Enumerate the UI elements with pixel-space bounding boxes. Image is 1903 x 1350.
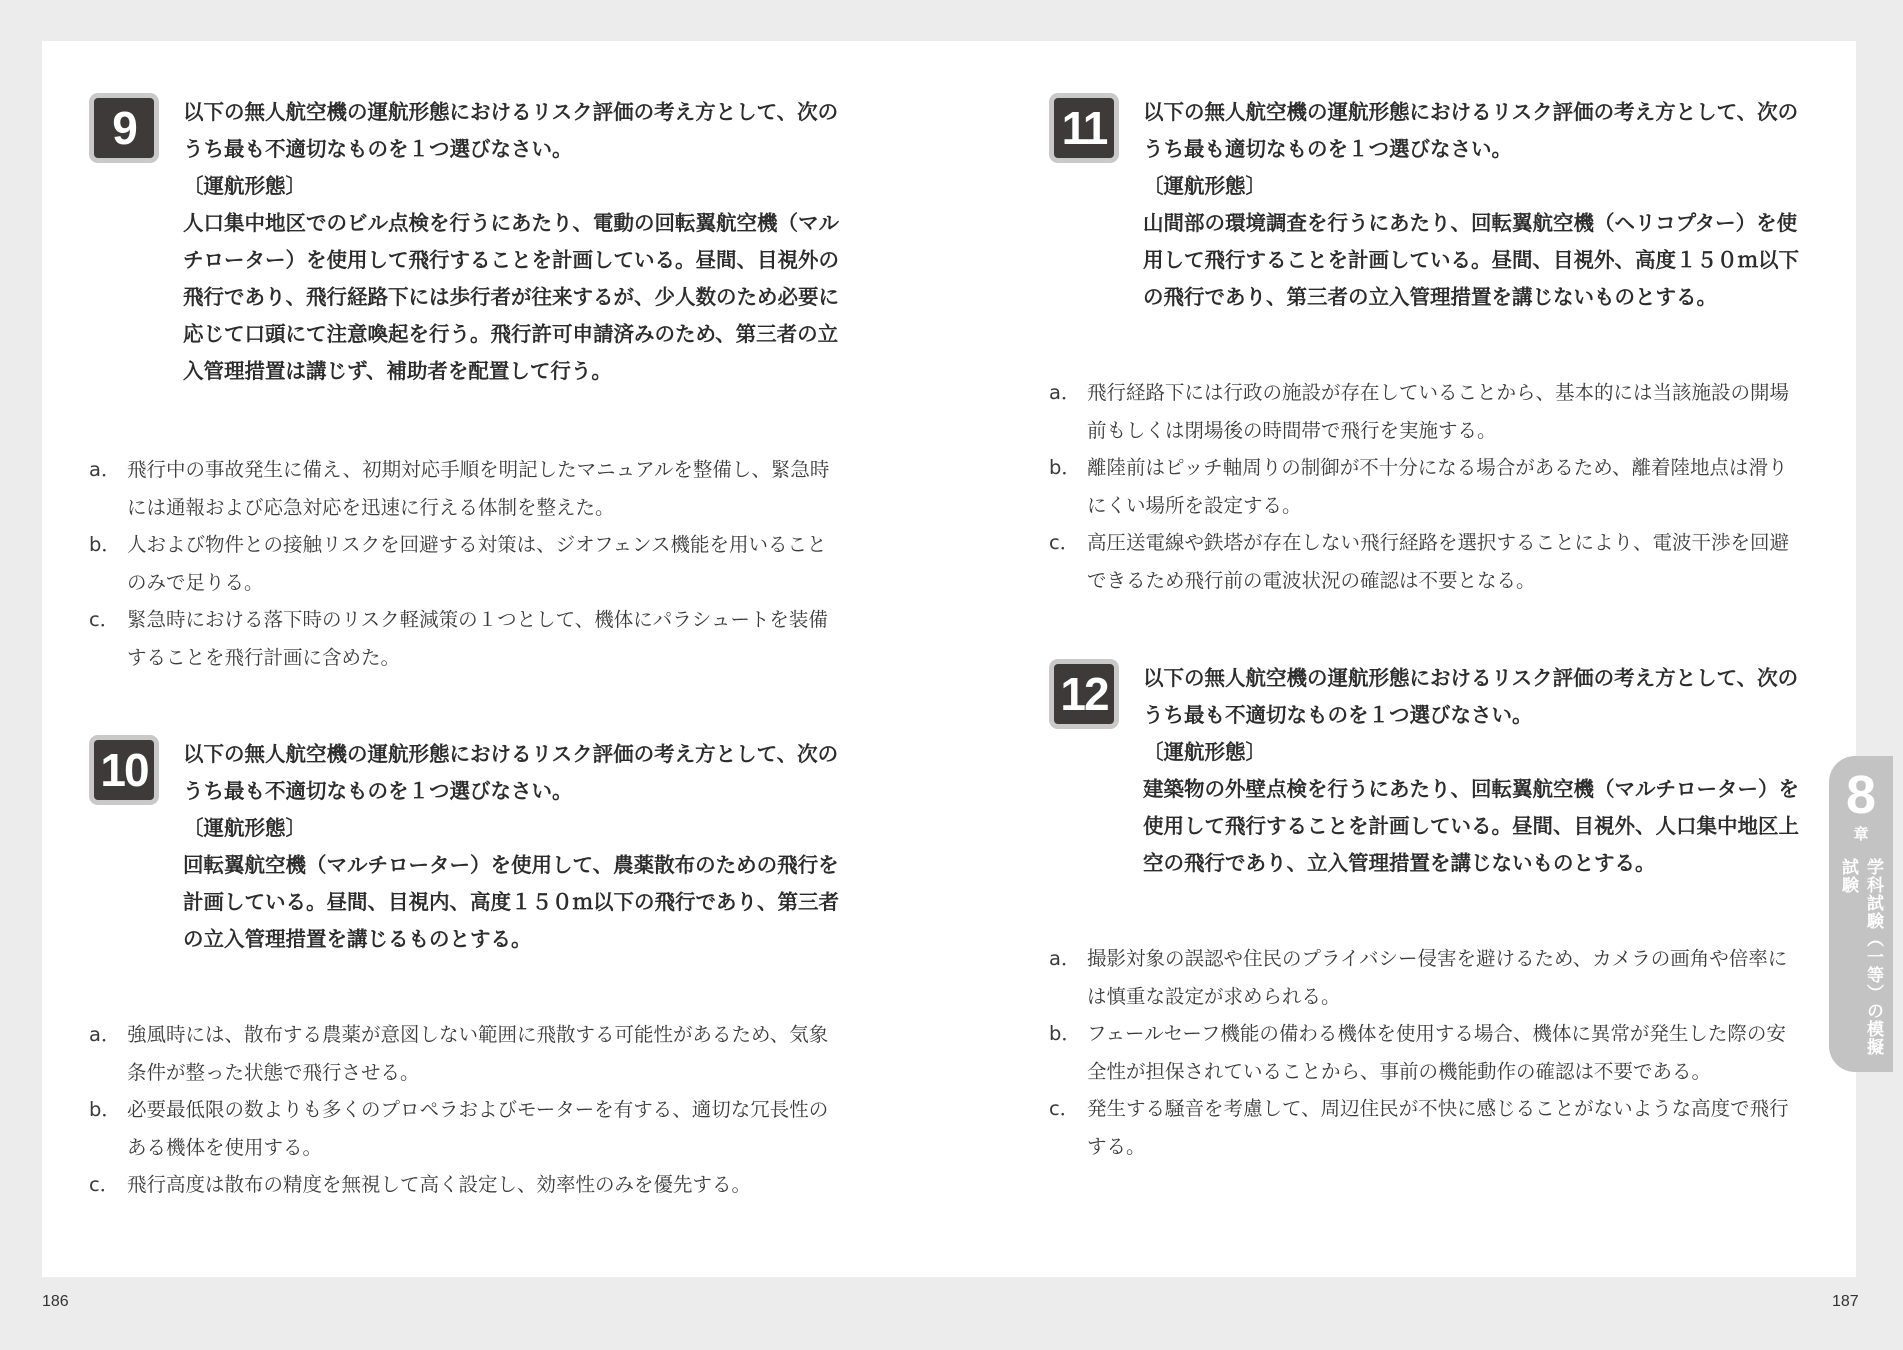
option-c: c． 飛行高度は散布の精度を無視して高く設定し、効率性のみを優先する。 bbox=[89, 1173, 752, 1196]
question-stem: 以下の無人航空機の運航形態におけるリスク評価の考え方として、次の うち最も不適切なものを１つ選びなさい。 〔運航形態〕 回転翼航空機（マルチローター）を使用して、農薬散布のための飛行を 計画している。昼間、目視内、高度１５０ｍ以下の飛行であり、第三者 の立入管理措置を講じるものとする。 bbox=[183, 736, 853, 958]
condition-label: 〔運航形態〕 bbox=[183, 174, 306, 198]
option-b: b． 離陸前はピッチ軸周りの制御が不十分になる場合があるため、離着陸地点は滑り にくい場所を設定する。 bbox=[1049, 456, 1788, 517]
option-a: a． 強風時には、散布する農薬が意図しない範囲に飛散する可能性があるため、気象 条件が整った状態で飛行させる。 bbox=[89, 1023, 829, 1084]
option-a: a． 飛行経路下には行政の施設が存在していることから、基本的には当該施設の開場 前もしくは閉場後の時間帯で飛行を実施する。 bbox=[1049, 381, 1790, 442]
page-number-right: 187 bbox=[1832, 1293, 1859, 1310]
option-a: a． 飛行中の事故発生に備え、初期対応手順を明記したマニュアルを整備し、緊急時 には通報および応急対応を迅速に行える体制を整えた。 bbox=[89, 458, 830, 519]
option-b: b． 必要最低限の数よりも多くのプロペラおよびモーターを有する、適切な冗長性の ある機体を使用する。 bbox=[89, 1098, 829, 1159]
book-spread bbox=[42, 41, 1856, 1277]
answer-options bbox=[1049, 374, 1813, 599]
question-number-badge: 12 bbox=[1049, 659, 1119, 729]
option-a: a． 撮影対象の誤認や住民のプライバシー侵害を避けるため、カメラの画角や倍率に は慎重な設定が求められる。 bbox=[1049, 947, 1788, 1008]
option-c: c． 発生する騒音を考慮して、周辺住民が不快に感じることがないような高度で飛行 する。 bbox=[1049, 1097, 1789, 1158]
condition-label: 〔運航形態〕 bbox=[1143, 740, 1266, 764]
chapter-label: 章 bbox=[1853, 825, 1869, 843]
question-number-badge: 9 bbox=[89, 93, 159, 163]
question-stem: 以下の無人航空機の運航形態におけるリスク評価の考え方として、次の うち最も不適切なものを１つ選びなさい。 〔運航形態〕 人口集中地区でのビル点検を行うにあたり、電動の回転翼航空機（マル チローター）を使用して飛行することを計画している。昼間、目視外の 飛行であり、飛行経路下には歩行者が往来するが、少人数のため必要に 応じて口頭にて注意喚起を行う。飛行許可申請済みのため、第三者の立 入管理措置は講じず、補助者を配置して行う。 bbox=[183, 94, 853, 390]
answer-options bbox=[1049, 940, 1813, 1165]
chapter-number: 8 bbox=[1845, 765, 1877, 825]
option-b: b． フェールセーフ機能の備わる機体を使用する場合、機体に異常が発生した際の安 全性が担保されていることから、事前の機能動作の確認は不要である。 bbox=[1049, 1022, 1786, 1083]
option-c: c． 緊急時における落下時のリスク軽減策の１つとして、機体にパラシュートを装備 することを飛行計画に含めた。 bbox=[89, 608, 828, 669]
answer-options bbox=[89, 1016, 853, 1204]
page-number-left: 186 bbox=[42, 1293, 69, 1310]
question-number-badge: 10 bbox=[89, 735, 159, 805]
chapter-tab bbox=[1829, 756, 1893, 1072]
option-c: c． 高圧送電線や鉄塔が存在しない飛行経路を選択することにより、電波干渉を回避 できるため飛行前の電波状況の確認は不要となる。 bbox=[1049, 531, 1790, 592]
chapter-title: 学科試験（一等）の模擬試験 bbox=[1838, 858, 1883, 1056]
question-stem: 以下の無人航空機の運航形態におけるリスク評価の考え方として、次の うち最も適切なものを１つ選びなさい。 〔運航形態〕 山間部の環境調査を行うにあたり、回転翼航空機（ヘリコプター）を使 用して飛行することを計画している。昼間、目視外、高度１５０ｍ以下 の飛行であり、第三者の立入管理措置を講じないものとする。 bbox=[1143, 94, 1813, 316]
condition-label: 〔運航形態〕 bbox=[1143, 174, 1266, 198]
answer-options bbox=[89, 451, 853, 676]
option-b: b． 人および物件との接触リスクを回避する対策は、ジオフェンス機能を用いること のみで足りる。 bbox=[89, 533, 827, 594]
question-stem: 以下の無人航空機の運航形態におけるリスク評価の考え方として、次の うち最も不適切なものを１つ選びなさい。 〔運航形態〕 建築物の外壁点検を行うにあたり、回転翼航空機（マルチローター）を 使用して飛行することを計画している。昼間、目視外、人口集中地区上 空の飛行であり、立入管理措置を講じないものとする。 bbox=[1143, 660, 1813, 882]
condition-label: 〔運航形態〕 bbox=[183, 816, 306, 840]
question-number-badge: 11 bbox=[1049, 93, 1119, 163]
